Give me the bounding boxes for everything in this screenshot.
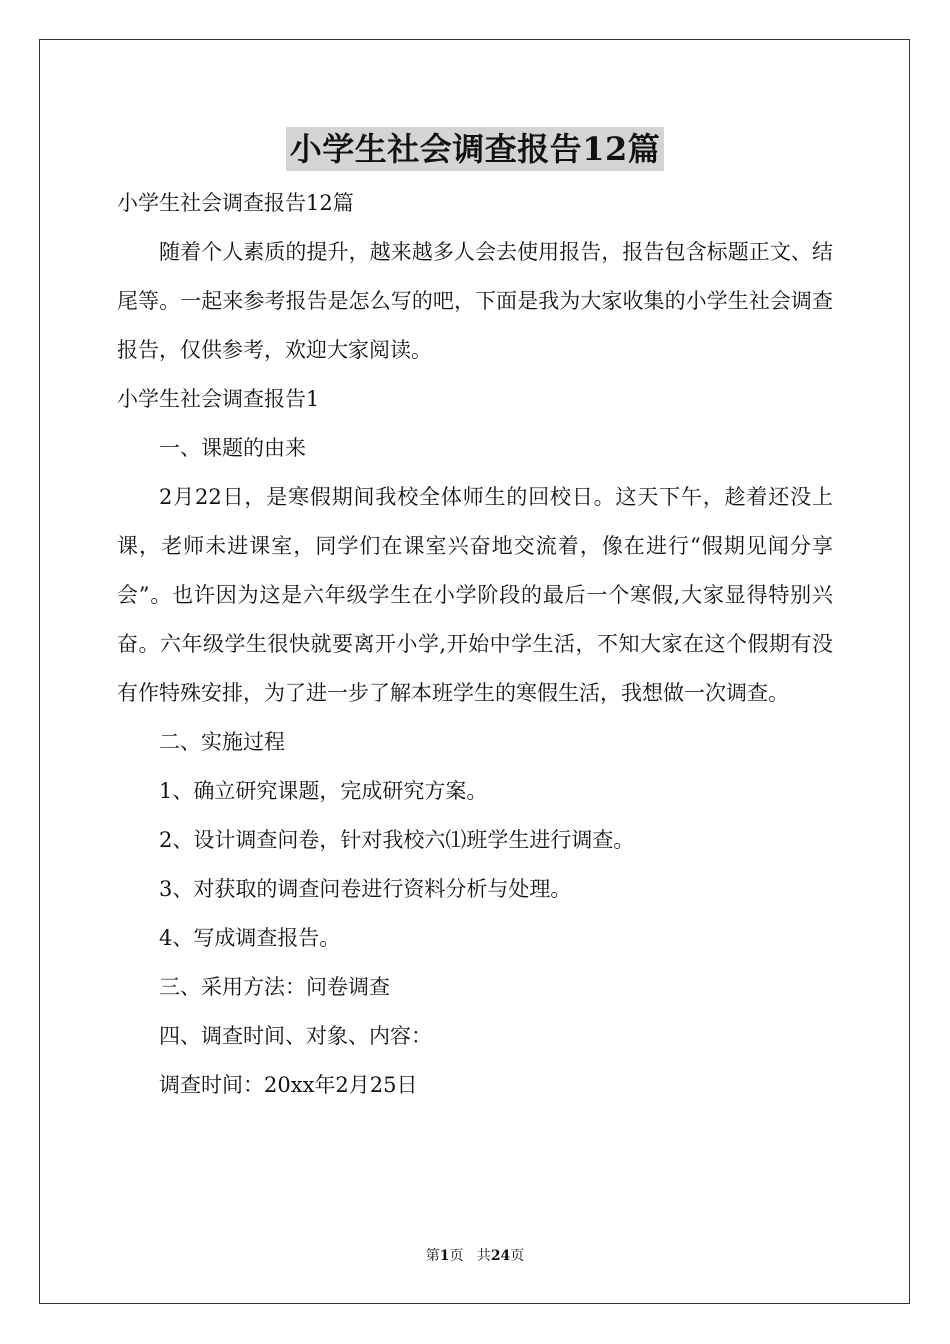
document-title: 小学生社会调查报告12篇 [286,127,665,171]
process-step-3: 3、对获取的调查问卷进行资料分析与处理。 [159,877,572,901]
footer-page-prefix: 第 [425,1248,440,1264]
intro-paragraph: 随着个人素质的提升，越来越多人会去使用报告，报告包含标题正文、结尾等。一起来参考报告是怎么写的吧，下面是我为大家收集的小学生社会调查报告，仅供参考，欢迎大家阅读。 [117,240,833,362]
section-heading-process: 二、实施过程 [159,730,285,754]
title-area [0,127,950,171]
process-step-1: 1、确立研究课题，完成研究方案。 [159,779,488,803]
process-step-2: 2、设计调查问卷，针对我校六⑴班学生进行调查。 [159,828,635,852]
footer-total-suffix: 页 [510,1248,525,1264]
section-heading-origin: 一、课题的由来 [159,436,306,460]
footer-page-current: 1 [439,1248,450,1264]
subtitle-line: 小学生社会调查报告12篇 [117,191,354,215]
footer-page-total: 24 [490,1248,511,1264]
process-step-4: 4、写成调查报告。 [159,926,341,950]
section-heading-method: 三、采用方法：问卷调查 [159,975,390,999]
section-heading-time: 四、调查时间、对象、内容： [159,1024,432,1048]
document-body [117,179,833,1110]
page-footer [0,1246,950,1266]
footer-page-suffix: 页 [449,1248,464,1264]
origin-paragraph: 2月22日，是寒假期间我校全体师生的回校日。这天下午，趁着还没上课，老师未进课室，同学们在课室兴奋地交流着，像在进行“假期见闻分享会”。也许因为这是六年级学生在小学阶段的最后一个寒假,大家显得特别兴奋。六年级学生很快就要离开小学,开始中学生活，不知大家在这个假期有没有作特殊安排，为了进一步了解本班学生的寒假生活，我想做一次调查。 [117,485,833,705]
report-heading: 小学生社会调查报告1 [117,387,320,411]
footer-total-prefix: 共 [476,1248,491,1264]
survey-time-line: 调查时间：20xx年2月25日 [159,1073,418,1097]
